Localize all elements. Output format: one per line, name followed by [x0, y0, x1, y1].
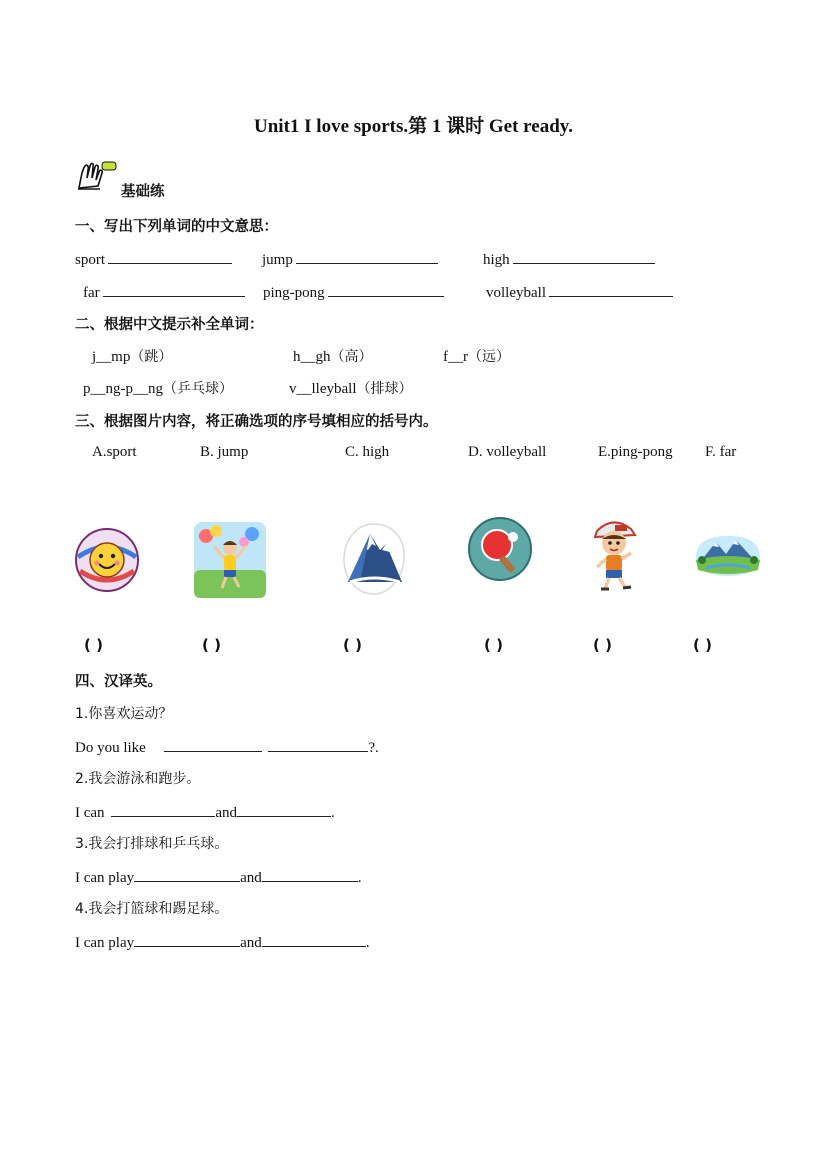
section3-heading: 三、根据图片内容，将正确选项的序号填相应的括号内。 [75, 414, 438, 430]
option-f: F. far [705, 444, 737, 460]
snowy-mountain-picture [340, 520, 408, 601]
translation-answer-4 [75, 932, 370, 952]
answer-paren-3[interactable]: ( ) [343, 636, 362, 654]
answer-prefix: I can [75, 805, 105, 821]
word-label: volleyball [486, 285, 546, 301]
sec1-item-volleyball [486, 282, 673, 302]
partial-word: j__mp [92, 349, 131, 365]
answer-blank[interactable] [328, 282, 444, 297]
option-b: B. jump [200, 444, 249, 460]
answer-blank[interactable] [164, 737, 262, 752]
answer-blank[interactable] [262, 867, 358, 882]
answer-blank[interactable] [296, 249, 438, 264]
sec2-item-jump [92, 346, 172, 366]
sec2-item-high [293, 346, 373, 366]
answer-conjunction: and [240, 870, 262, 886]
running-boy-picture [585, 513, 643, 598]
chinese-hint: （跳） [130, 349, 173, 365]
partial-word: h__gh [293, 349, 331, 365]
answer-blank[interactable] [134, 867, 240, 882]
chinese-hint: （远） [468, 349, 510, 365]
basic-practice-label: 基础练 [121, 184, 165, 200]
sec2-item-ping-pong [83, 378, 233, 398]
chinese-hint: （排球） [356, 381, 413, 397]
practice-icon [76, 158, 120, 195]
sec1-item-sport [75, 249, 232, 269]
chinese-hint: （乒乓球） [163, 381, 233, 397]
answer-blank[interactable] [134, 932, 240, 947]
answer-blank[interactable] [111, 802, 215, 817]
sec1-item-jump [262, 249, 438, 269]
answer-paren-1[interactable]: ( ) [84, 636, 103, 654]
translation-question-3: 3.我会打排球和乒乓球。 [75, 836, 229, 852]
answer-prefix: Do you like [75, 740, 146, 756]
section2-heading: 二、根据中文提示补全单词： [75, 317, 264, 333]
translation-question-1: 1.你喜欢运动？ [75, 706, 173, 722]
sec1-item-far [83, 282, 245, 302]
option-c: C. high [345, 444, 390, 460]
answer-suffix: ?. [368, 740, 379, 756]
section1-heading: 一、写出下列单词的中文意思： [75, 219, 278, 235]
chinese-hint: （高） [330, 349, 373, 365]
answer-blank[interactable] [237, 802, 331, 817]
answer-prefix: I can play [75, 935, 135, 951]
smiley-ball-picture [74, 527, 140, 598]
sec1-item-ping-pong [263, 282, 444, 302]
answer-suffix: . [330, 805, 335, 821]
answer-suffix: . [357, 870, 362, 886]
translation-answer-3 [75, 867, 362, 887]
translation-answer-1 [75, 737, 379, 757]
translation-question-2: 2.我会游泳和跑步。 [75, 771, 201, 787]
sec2-item-far [443, 346, 510, 366]
answer-blank[interactable] [549, 282, 673, 297]
translation-answer-2 [75, 802, 335, 822]
partial-word: p__ng-p__ng [83, 381, 163, 397]
word-label: sport [75, 252, 105, 268]
answer-paren-5[interactable]: ( ) [593, 636, 612, 654]
answer-blank[interactable] [108, 249, 232, 264]
answer-paren-2[interactable]: ( ) [202, 636, 221, 654]
answer-prefix: I can play [75, 870, 135, 886]
answer-blank[interactable] [268, 737, 368, 752]
answer-paren-6[interactable]: ( ) [693, 636, 712, 654]
partial-word: v__lleyball [289, 381, 357, 397]
answer-blank[interactable] [103, 282, 245, 297]
page-title: Unit1 I love sports.第 1 课时 Get ready. [254, 116, 573, 137]
option-a: A.sport [92, 444, 137, 460]
word-label: ping-pong [263, 285, 325, 301]
answer-paren-4[interactable]: ( ) [484, 636, 503, 654]
word-label: far [83, 285, 100, 301]
section4-heading: 四、汉译英。 [75, 674, 162, 690]
answer-suffix: . [365, 935, 370, 951]
sec2-item-volleyball [289, 378, 413, 398]
option-e: E.ping-pong [598, 444, 673, 460]
answer-blank[interactable] [262, 932, 366, 947]
answer-conjunction: and [240, 935, 262, 951]
partial-word: f__r [443, 349, 468, 365]
word-label: high [483, 252, 510, 268]
answer-conjunction: and [215, 805, 237, 821]
option-d: D. volleyball [468, 444, 547, 460]
ping-pong-paddle-picture [467, 515, 533, 590]
word-label: jump [262, 252, 293, 268]
valley-landscape-picture [692, 530, 764, 585]
translation-question-4: 4.我会打篮球和踢足球。 [75, 901, 229, 917]
jumping-boy-picture [194, 522, 266, 603]
sec1-item-high [483, 249, 655, 269]
answer-blank[interactable] [513, 249, 655, 264]
